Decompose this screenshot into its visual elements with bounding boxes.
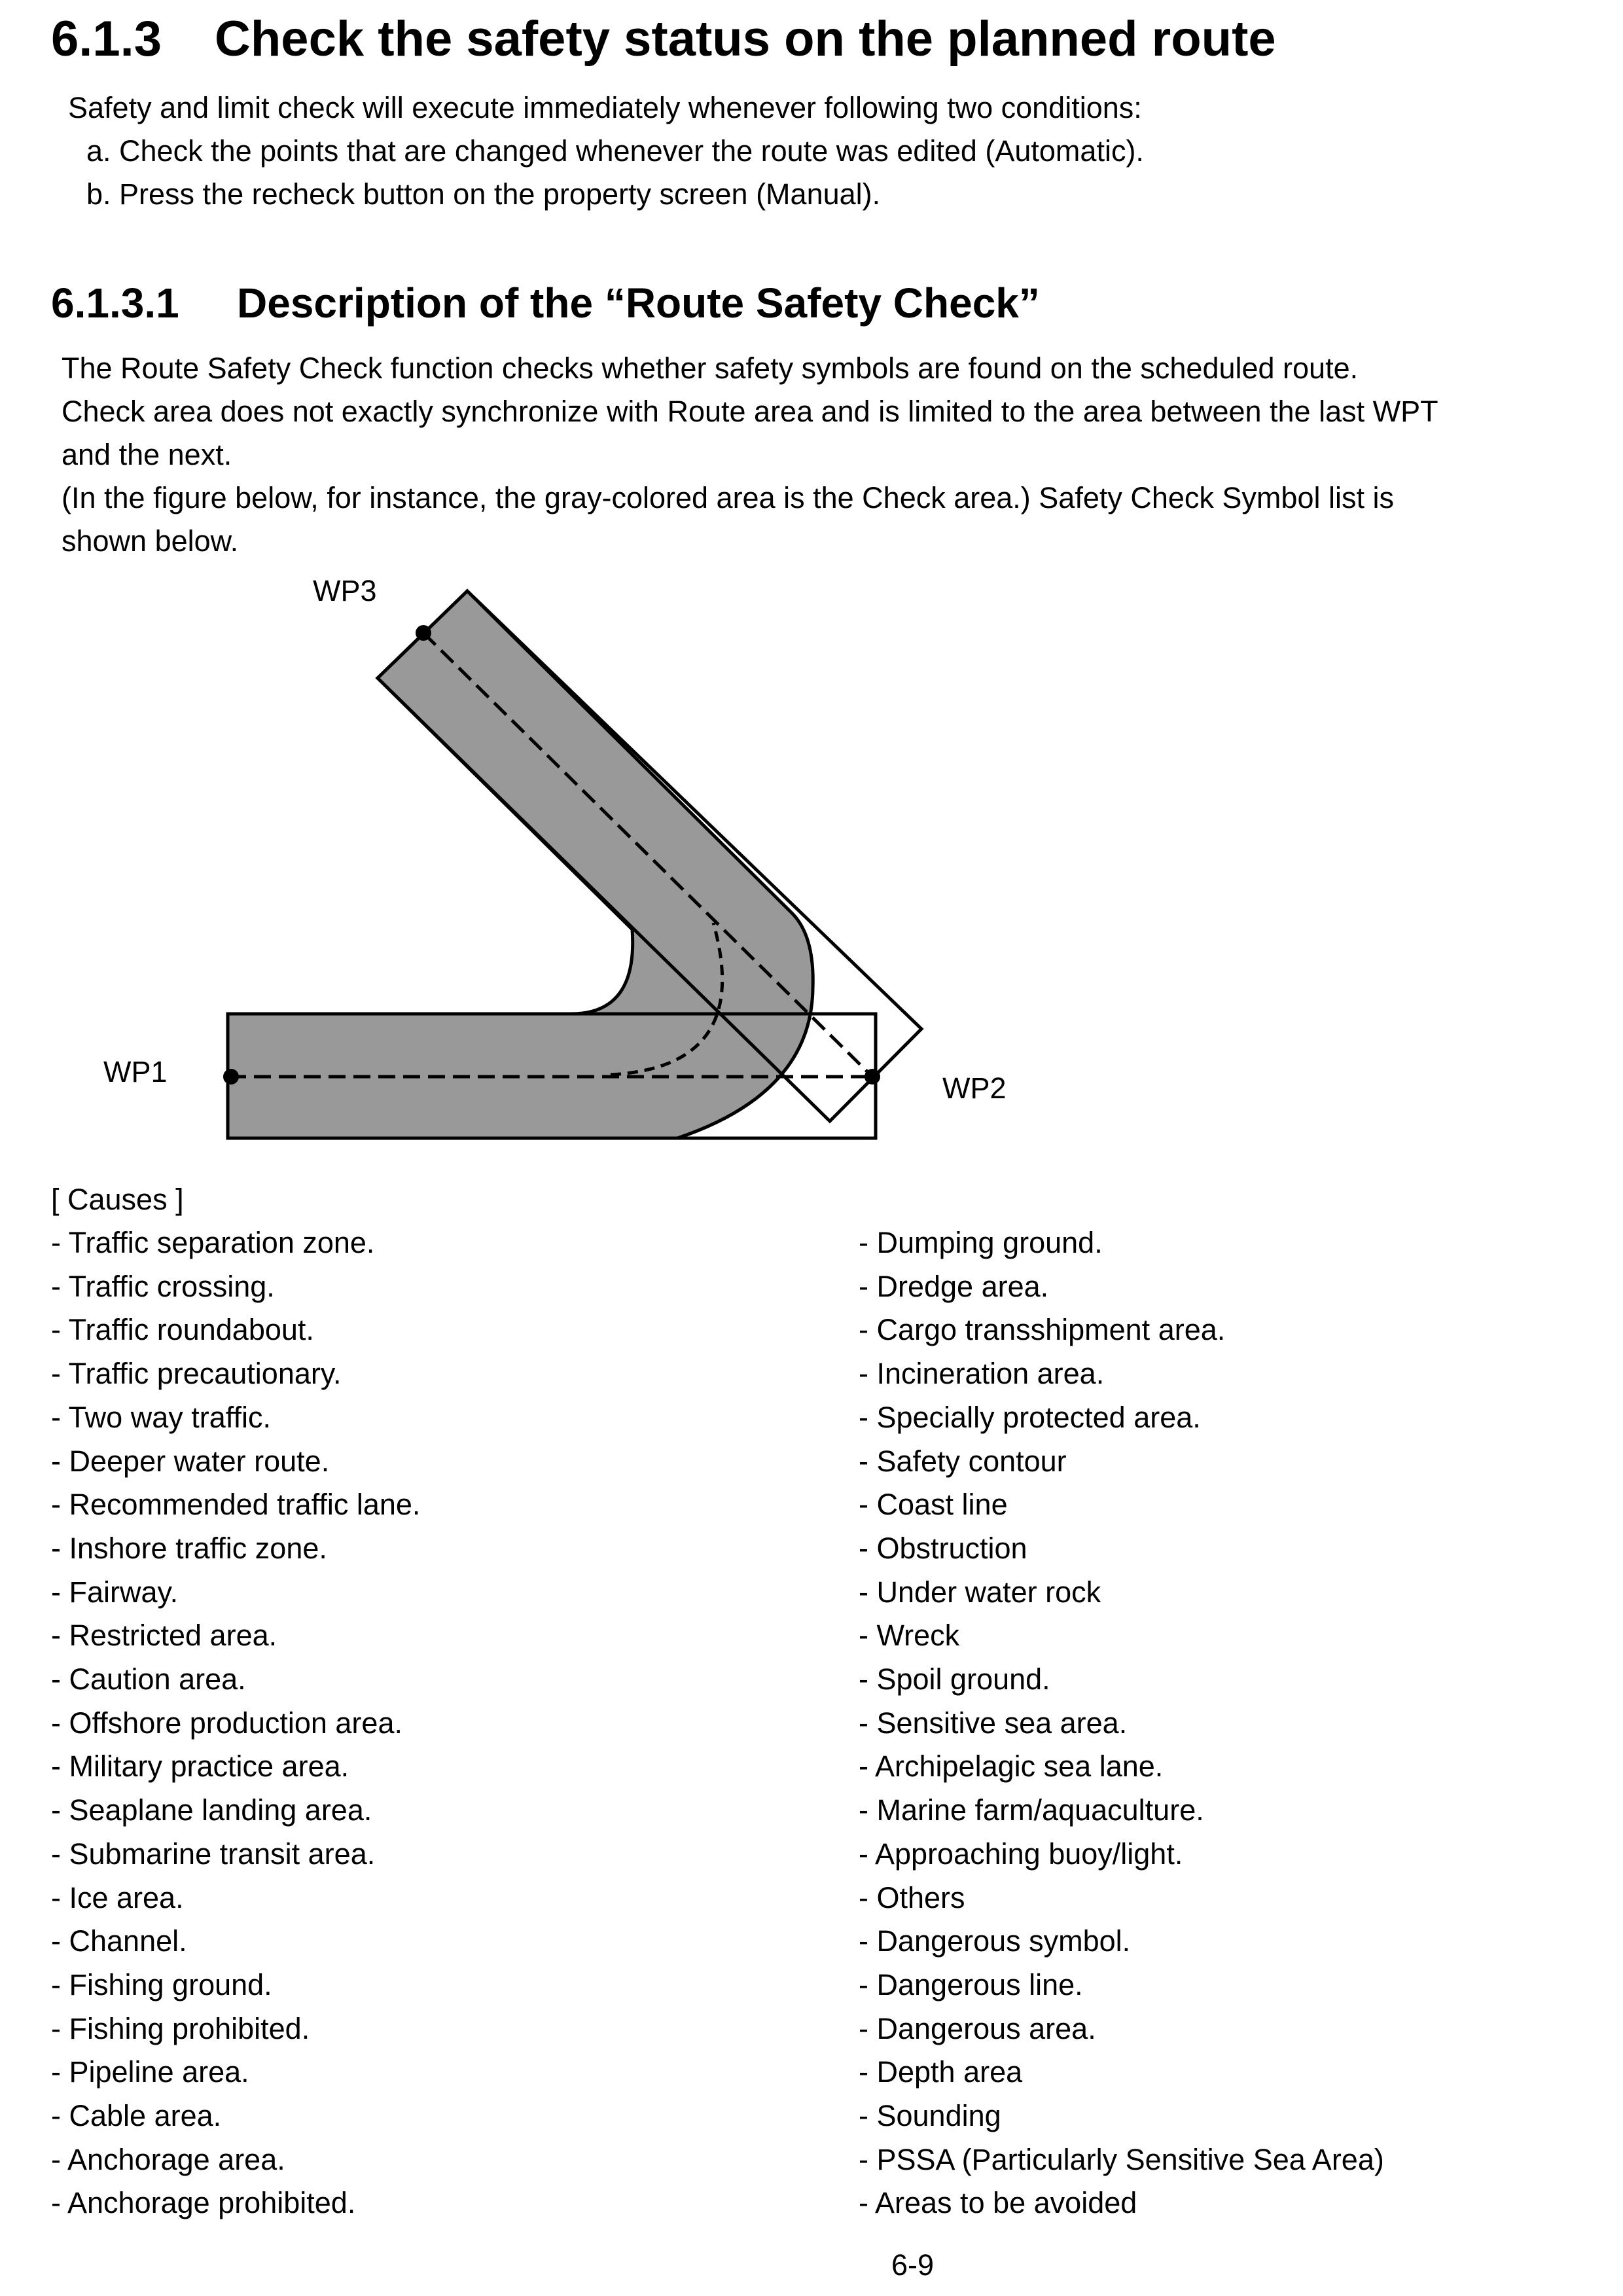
wp2-marker [865,1069,880,1085]
cause-item: - Spoil ground. [859,1662,1050,1696]
cause-item: - Restricted area. [51,1619,277,1653]
cause-item: - Cable area. [51,2099,222,2133]
cause-item: - Dumping ground. [859,1226,1103,1259]
cause-item: - Fishing prohibited. [51,2011,310,2045]
cause-item: - Incineration area. [859,1357,1105,1391]
cause-item: - Military practice area. [51,1749,349,1784]
description-paragraph [62,347,1438,563]
description-line: and the next. [62,438,232,471]
subsection-title: Description of the “Route Safety Check” [237,279,1040,327]
wp2-label: WP2 [942,1071,1007,1105]
cause-item: - Traffic roundabout. [51,1313,314,1347]
cause-item: - Dredge area. [859,1269,1049,1303]
cause-item: - Sensitive sea area. [859,1706,1128,1740]
cause-item: - Submarine transit area. [51,1837,376,1871]
cause-item: - Sounding [859,2099,1001,2133]
intro-item-a: a. Check the points that are changed whenever the route was edited (Automatic). [86,134,1144,168]
cause-item: - Traffic separation zone. [51,1226,375,1259]
subsection-heading [51,274,1040,332]
wp3-label: WP3 [313,574,377,607]
cause-item: - Approaching buoy/light. [859,1837,1183,1871]
cause-item: - Dangerous symbol. [859,1924,1131,1958]
cause-item: - Fishing ground. [51,1967,272,2001]
intro-item-b: b. Press the recheck button on the property screen (Manual). [86,177,881,211]
cause-item: - Anchorage area. [51,2142,285,2176]
cause-item: - Offshore production area. [51,1706,402,1740]
causes-heading: [ Causes ] [51,1183,184,1216]
description-line: Check area does not exactly synchronize with Route area and is limited to the area between the last WPT [62,395,1438,428]
cause-item: - Anchorage prohibited. [51,2186,356,2220]
cause-item: - Traffic precautionary. [51,1357,342,1391]
cause-item: - Deeper water route. [51,1444,330,1478]
cause-item: - Others [859,1880,965,1914]
cause-item: - Obstruction [859,1531,1027,1565]
causes-list-right [859,1221,1384,2225]
cause-item: - Inshore traffic zone. [51,1531,327,1565]
cause-item: - Fairway. [51,1575,179,1609]
cause-item: - Cargo transshipment area. [859,1313,1226,1347]
wp3-marker [416,625,431,641]
cause-item: - Marine farm/aquaculture. [859,1793,1204,1827]
cause-item: - Traffic crossing. [51,1269,275,1303]
page-number: 6-9 [891,2248,935,2282]
intro-paragraph [68,86,1144,216]
cause-item: - Caution area. [51,1662,246,1696]
cause-item: - Channel. [51,1924,187,1958]
cause-item: - Dangerous line. [859,1967,1083,2001]
cause-item: - Depth area [859,2055,1023,2089]
section-heading [51,7,1276,72]
cause-item: - Recommended traffic lane. [51,1488,421,1522]
cause-item: - PSSA (Particularly Sensitive Sea Area) [859,2142,1384,2176]
cause-item: - Coast line [859,1488,1008,1522]
route-check-diagram [0,569,1623,1158]
wp1-label: WP1 [103,1055,168,1088]
cause-item: - Dangerous area. [859,2011,1096,2045]
cause-item: - Wreck [859,1619,960,1653]
wp1-marker [223,1069,239,1085]
causes-list-left [51,1221,420,2225]
description-line: (In the figure below, for instance, the gray-colored area is the Check area.) Safety Check Symbol list is [62,481,1394,514]
check-area [228,591,813,1138]
cause-item: - Seaplane landing area. [51,1793,372,1827]
cause-item: - Under water rock [859,1575,1101,1609]
subsection-number: 6.1.3.1 [51,279,179,327]
section-number: 6.1.3 [51,11,162,67]
section-title: Check the safety status on the planned route [215,11,1276,67]
cause-item: - Pipeline area. [51,2055,249,2089]
cause-item: - Ice area. [51,1880,184,1914]
intro-line: Safety and limit check will execute immediately whenever following two conditions: [68,91,1142,124]
check-area-shape [228,591,813,1138]
cause-item: - Two way traffic. [51,1400,271,1434]
cause-item: - Archipelagic sea lane. [859,1749,1164,1784]
cause-item: - Specially protected area. [859,1400,1201,1434]
description-line: The Route Safety Check function checks whether safety symbols are found on the scheduled route. [62,351,1359,385]
cause-item: - Safety contour [859,1444,1067,1478]
description-line: shown below. [62,524,239,558]
cause-item: - Areas to be avoided [859,2186,1137,2220]
